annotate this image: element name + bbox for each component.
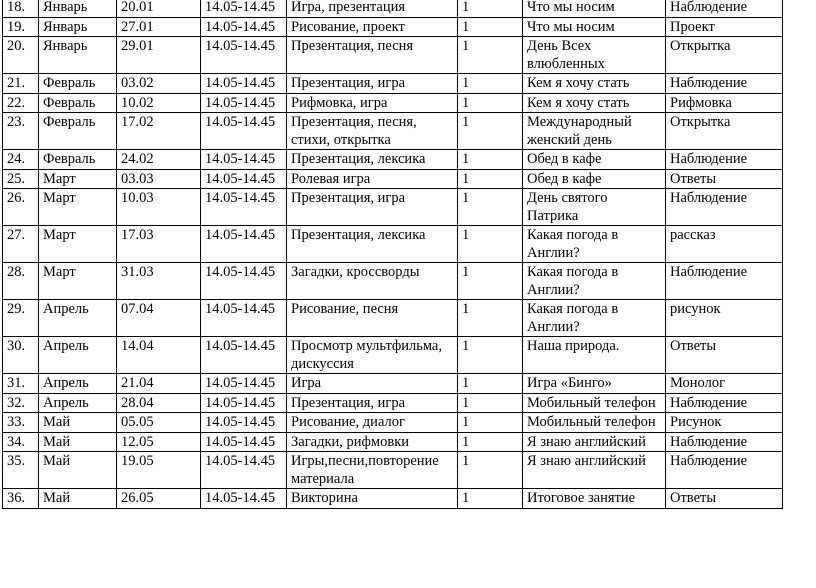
time-cell: 14.05-14.45 xyxy=(201,113,287,150)
activity-cell: Презентация, игра xyxy=(287,74,458,94)
topic-cell: Какая погода в Англии? xyxy=(523,263,666,300)
activity-cell: Загадки, рифмовки xyxy=(287,432,458,452)
activity-cell: Игра xyxy=(287,374,458,394)
month-cell: Март xyxy=(39,189,117,226)
month-cell: Апрель xyxy=(39,393,117,413)
table-row xyxy=(3,452,783,489)
month-cell: Февраль xyxy=(39,150,117,170)
table-row xyxy=(3,413,783,433)
row-number: 29. xyxy=(3,300,39,337)
time-cell: 14.05-14.45 xyxy=(201,189,287,226)
activity-cell: Загадки, кроссворды xyxy=(287,263,458,300)
control-form-cell: Наблюдение xyxy=(666,74,783,94)
table-row xyxy=(3,93,783,113)
time-cell: 14.05-14.45 xyxy=(201,74,287,94)
topic-cell: День святого Патрика xyxy=(523,189,666,226)
month-cell: Май xyxy=(39,489,117,509)
table-row xyxy=(3,432,783,452)
date-cell: 07.04 xyxy=(117,300,201,337)
time-cell: 14.05-14.45 xyxy=(201,150,287,170)
row-number: 21. xyxy=(3,74,39,94)
control-form-cell: Наблюдение xyxy=(666,393,783,413)
activity-cell: Рисование, диалог xyxy=(287,413,458,433)
activity-cell: Просмотр мультфильма, дискуссия xyxy=(287,337,458,374)
date-cell: 29.01 xyxy=(117,37,201,74)
row-number: 19. xyxy=(3,17,39,37)
time-cell: 14.05-14.45 xyxy=(201,432,287,452)
date-cell: 31.03 xyxy=(117,263,201,300)
time-cell: 14.05-14.45 xyxy=(201,489,287,509)
hours-cell: 1 xyxy=(458,413,523,433)
hours-cell: 1 xyxy=(458,113,523,150)
month-cell: Март xyxy=(39,226,117,263)
time-cell: 14.05-14.45 xyxy=(201,337,287,374)
row-number: 25. xyxy=(3,169,39,189)
time-cell: 14.05-14.45 xyxy=(201,374,287,394)
topic-cell: Обед в кафе xyxy=(523,150,666,170)
activity-cell: Презентация, лексика xyxy=(287,150,458,170)
row-number: 36. xyxy=(3,489,39,509)
table-row xyxy=(3,374,783,394)
hours-cell: 1 xyxy=(458,489,523,509)
control-form-cell: Открытка xyxy=(666,113,783,150)
month-cell: Январь xyxy=(39,17,117,37)
activity-cell: Рисование, песня xyxy=(287,300,458,337)
row-number: 34. xyxy=(3,432,39,452)
row-number: 28. xyxy=(3,263,39,300)
table-row xyxy=(3,300,783,337)
month-cell: Январь xyxy=(39,0,117,17)
date-cell: 17.02 xyxy=(117,113,201,150)
hours-cell: 1 xyxy=(458,393,523,413)
table-row xyxy=(3,0,783,17)
date-cell: 21.04 xyxy=(117,374,201,394)
control-form-cell: Наблюдение xyxy=(666,432,783,452)
control-form-cell: Рифмовка xyxy=(666,93,783,113)
control-form-cell: рассказ xyxy=(666,226,783,263)
row-number: 20. xyxy=(3,37,39,74)
activity-cell: Презентация, песня xyxy=(287,37,458,74)
control-form-cell: Монолог xyxy=(666,374,783,394)
date-cell: 03.03 xyxy=(117,169,201,189)
topic-cell: Я знаю английский xyxy=(523,432,666,452)
topic-cell: Кем я хочу стать xyxy=(523,93,666,113)
activity-cell: Презентация, песня, стихи, открытка xyxy=(287,113,458,150)
time-cell: 14.05-14.45 xyxy=(201,413,287,433)
control-form-cell: Наблюдение xyxy=(666,189,783,226)
activity-cell: Игра, презентация xyxy=(287,0,458,17)
control-form-cell: рисунок xyxy=(666,300,783,337)
control-form-cell: Рисунок xyxy=(666,413,783,433)
hours-cell: 1 xyxy=(458,150,523,170)
row-number: 33. xyxy=(3,413,39,433)
control-form-cell: Наблюдение xyxy=(666,452,783,489)
topic-cell: Итоговое занятие xyxy=(523,489,666,509)
month-cell: Февраль xyxy=(39,113,117,150)
hours-cell: 1 xyxy=(458,263,523,300)
hours-cell: 1 xyxy=(458,432,523,452)
activity-cell: Презентация, игра xyxy=(287,393,458,413)
row-number: 23. xyxy=(3,113,39,150)
month-cell: Январь xyxy=(39,37,117,74)
date-cell: 03.02 xyxy=(117,74,201,94)
month-cell: Апрель xyxy=(39,374,117,394)
time-cell: 14.05-14.45 xyxy=(201,393,287,413)
date-cell: 26.05 xyxy=(117,489,201,509)
topic-cell: Наша природа. xyxy=(523,337,666,374)
time-cell: 14.05-14.45 xyxy=(201,37,287,74)
hours-cell: 1 xyxy=(458,226,523,263)
date-cell: 19.05 xyxy=(117,452,201,489)
control-form-cell: Ответы xyxy=(666,337,783,374)
topic-cell: Какая погода в Англии? xyxy=(523,226,666,263)
control-form-cell: Проект xyxy=(666,17,783,37)
month-cell: Апрель xyxy=(39,300,117,337)
table-row xyxy=(3,226,783,263)
month-cell: Февраль xyxy=(39,74,117,94)
month-cell: Март xyxy=(39,169,117,189)
month-cell: Май xyxy=(39,413,117,433)
row-number: 22. xyxy=(3,93,39,113)
month-cell: Март xyxy=(39,263,117,300)
topic-cell: День Всех влюбленных xyxy=(523,37,666,74)
table-row xyxy=(3,113,783,150)
hours-cell: 1 xyxy=(458,452,523,489)
date-cell: 14.04 xyxy=(117,337,201,374)
table-row xyxy=(3,189,783,226)
topic-cell: Мобильный телефон xyxy=(523,413,666,433)
date-cell: 10.02 xyxy=(117,93,201,113)
row-number: 35. xyxy=(3,452,39,489)
table-row xyxy=(3,263,783,300)
activity-cell: Ролевая игра xyxy=(287,169,458,189)
activity-cell: Презентация, игра xyxy=(287,189,458,226)
topic-cell: Я знаю английский xyxy=(523,452,666,489)
activity-cell: Рисование, проект xyxy=(287,17,458,37)
date-cell: 28.04 xyxy=(117,393,201,413)
time-cell: 14.05-14.45 xyxy=(201,169,287,189)
row-number: 32. xyxy=(3,393,39,413)
month-cell: Февраль xyxy=(39,93,117,113)
date-cell: 12.05 xyxy=(117,432,201,452)
month-cell: Апрель xyxy=(39,337,117,374)
activity-cell: Викторина xyxy=(287,489,458,509)
time-cell: 14.05-14.45 xyxy=(201,93,287,113)
hours-cell: 1 xyxy=(458,37,523,74)
hours-cell: 1 xyxy=(458,300,523,337)
time-cell: 14.05-14.45 xyxy=(201,263,287,300)
time-cell: 14.05-14.45 xyxy=(201,17,287,37)
hours-cell: 1 xyxy=(458,74,523,94)
control-form-cell: Наблюдение xyxy=(666,263,783,300)
topic-cell: Мобильный телефон xyxy=(523,393,666,413)
date-cell: 20.01 xyxy=(117,0,201,17)
date-cell: 05.05 xyxy=(117,413,201,433)
topic-cell: Кем я хочу стать xyxy=(523,74,666,94)
date-cell: 10.03 xyxy=(117,189,201,226)
control-form-cell: Наблюдение xyxy=(666,150,783,170)
row-number: 26. xyxy=(3,189,39,226)
hours-cell: 1 xyxy=(458,374,523,394)
date-cell: 27.01 xyxy=(117,17,201,37)
date-cell: 17.03 xyxy=(117,226,201,263)
month-cell: Май xyxy=(39,432,117,452)
row-number: 31. xyxy=(3,374,39,394)
activity-cell: Игры,песни,повторение материала xyxy=(287,452,458,489)
activity-cell: Презентация, лексика xyxy=(287,226,458,263)
hours-cell: 1 xyxy=(458,93,523,113)
table-row xyxy=(3,37,783,74)
table-row xyxy=(3,169,783,189)
topic-cell: Игра «Бинго» xyxy=(523,374,666,394)
control-form-cell: Ответы xyxy=(666,489,783,509)
time-cell: 14.05-14.45 xyxy=(201,226,287,263)
topic-cell: Что мы носим xyxy=(523,17,666,37)
control-form-cell: Открытка xyxy=(666,37,783,74)
topic-cell: Какая погода в Англии? xyxy=(523,300,666,337)
hours-cell: 1 xyxy=(458,189,523,226)
activity-cell: Рифмовка, игра xyxy=(287,93,458,113)
control-form-cell: Наблюдение xyxy=(666,0,783,17)
hours-cell: 1 xyxy=(458,17,523,37)
date-cell: 24.02 xyxy=(117,150,201,170)
table-row xyxy=(3,150,783,170)
hours-cell: 1 xyxy=(458,337,523,374)
row-number: 18. xyxy=(3,0,39,17)
row-number: 27. xyxy=(3,226,39,263)
schedule-table xyxy=(2,0,783,509)
hours-cell: 1 xyxy=(458,169,523,189)
table-row xyxy=(3,337,783,374)
time-cell: 14.05-14.45 xyxy=(201,0,287,17)
schedule-body xyxy=(3,0,783,508)
hours-cell: 1 xyxy=(458,0,523,17)
table-row xyxy=(3,74,783,94)
table-row xyxy=(3,489,783,509)
row-number: 30. xyxy=(3,337,39,374)
topic-cell: Международный женский день xyxy=(523,113,666,150)
control-form-cell: Ответы xyxy=(666,169,783,189)
time-cell: 14.05-14.45 xyxy=(201,452,287,489)
month-cell: Май xyxy=(39,452,117,489)
time-cell: 14.05-14.45 xyxy=(201,300,287,337)
row-number: 24. xyxy=(3,150,39,170)
topic-cell: Что мы носим xyxy=(523,0,666,17)
topic-cell: Обед в кафе xyxy=(523,169,666,189)
table-row xyxy=(3,393,783,413)
table-row xyxy=(3,17,783,37)
